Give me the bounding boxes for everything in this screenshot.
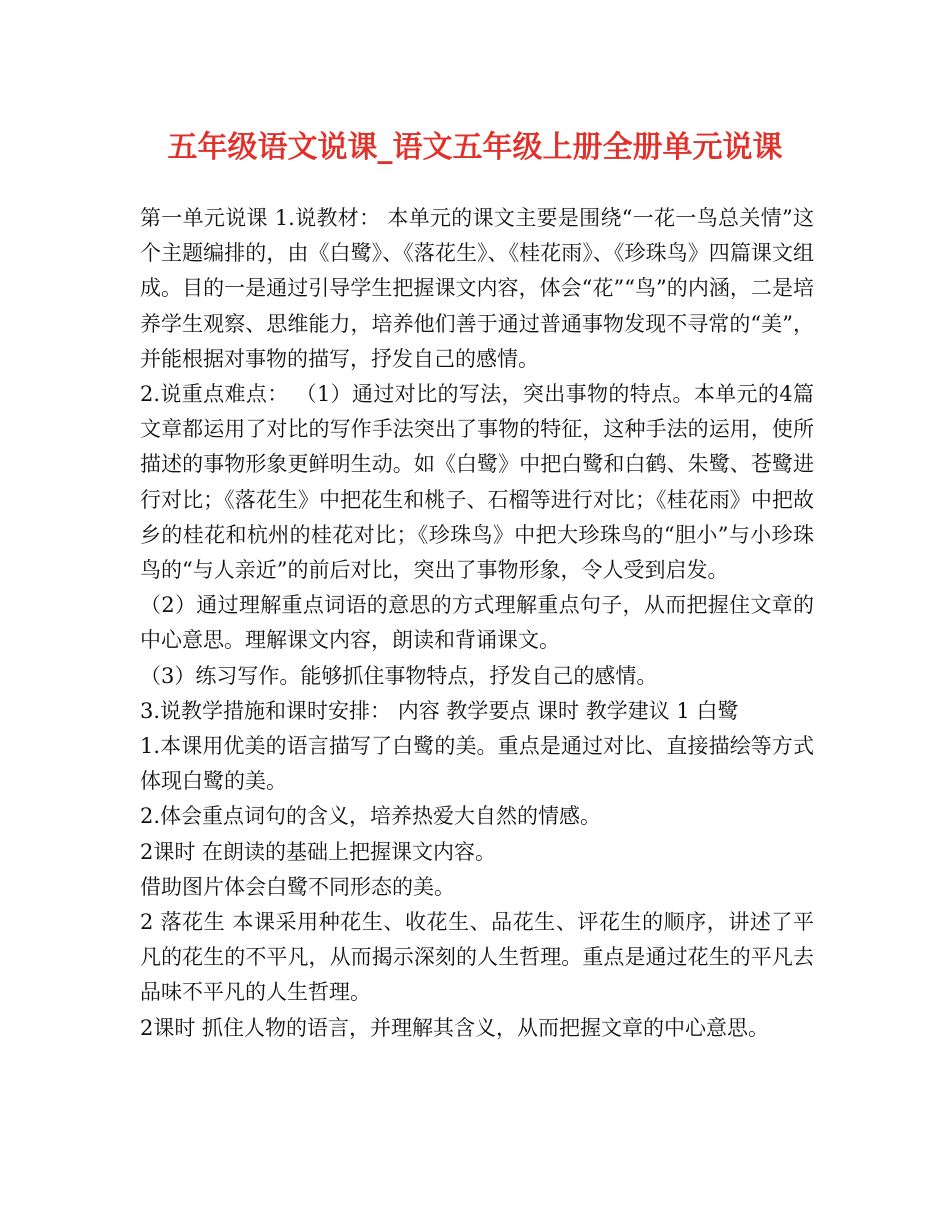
- paragraph-egret-suggestion: 借助图片体会白鹭不同形态的美。: [140, 874, 455, 899]
- paragraph-writing-practice: （3）练习写作。能够抓住事物特点，抒发自己的感情。: [140, 663, 658, 688]
- paragraph-key-points: 2.说重点难点： （1）通过对比的写法，突出事物的特点。本单元的4篇文章都运用了对比的写作手法突出了事物的特征，这种手法的运用，使所描述的事物形象更鲜明生动。如《白鹭》中把白鹭和白鹤、朱鹭、苍鹭进行对比；《落花生》中把花生和桃子、石榴等进行对比；《桂花雨》中把故乡的桂花和杭州的桂花对比；《珍珠鸟》中把大珍珠鸟的“胆小”与小珍珠鸟的“与人亲近”的前后对比，突出了事物形象，令人受到启发。: [140, 382, 814, 583]
- paragraph-peanut-lesson: 2 落花生 本课采用种花生、收花生、品花生、评花生的顺序，讲述了平凡的花生的不平凡，从而揭示深刻的人生哲理。重点是通过花生的平凡去品味不平凡的人生哲理。: [140, 910, 814, 1005]
- paragraph-unit-intro: 第一单元说课 1.说教材： 本单元的课文主要是围绕“一花一鸟总关情”这个主题编排的，由《白鹭》、《落花生》、《桂花雨》、《珍珠鸟》四篇课文组成。目的一是通过引导学生把握课文内容，体会“花”“鸟”的内涵，二是培养学生观察、思维能力，培养他们善于通过普通事物发现不寻常的“美”，并能根据对事物的描写，抒发自己的感情。: [140, 206, 814, 371]
- paragraph-egret-hours: 2课时 在朗读的基础上把握课文内容。: [140, 839, 497, 864]
- document-title: 五年级语文说课_语文五年级上册全册单元说课: [167, 130, 783, 165]
- paragraph-key-words: （2）通过理解重点词语的意思的方式理解重点句子，从而把握住文章的中心意思。理解课文内容，朗读和背诵课文。: [140, 593, 814, 653]
- paragraph-egret-point-1: 1.本课用优美的语言描写了白鹭的美。重点是通过对比、直接描绘等方式体现白鹭的美。: [140, 734, 814, 794]
- paragraph-peanut-hours: 2课时 抓住人物的语言，并理解其含义，从而把握文章的中心意思。: [140, 1015, 770, 1040]
- paragraph-teaching-plan: 3.说教学措施和课时安排： 内容 教学要点 课时 教学建议 1 白鹭: [140, 698, 739, 723]
- document-body: [140, 201, 814, 1046]
- paragraph-egret-point-2: 2.体会重点词句的含义，培养热爱大自然的情感。: [140, 804, 602, 829]
